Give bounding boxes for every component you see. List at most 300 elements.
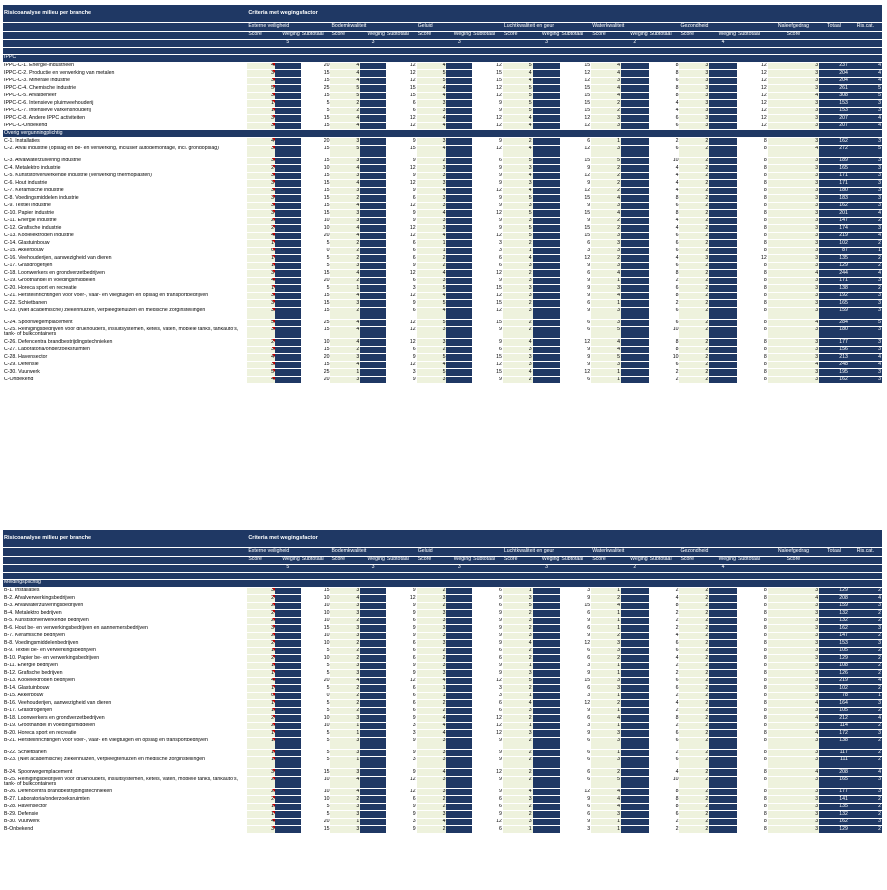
weight-cell [360,369,386,377]
compliance-cell: 3 [768,587,819,595]
branch-name: IPPC-C-Onbekend [3,122,247,130]
score-subheader: Score [417,556,447,564]
weight-cell [446,85,472,93]
branch-name: B-11. Energie bedrijven [3,662,247,670]
weight-cell [446,722,472,730]
score-cell: 3 [503,202,533,210]
subtotal-cell: 15 [472,354,503,362]
score-cell: 3 [591,811,621,819]
weight-cell [533,346,561,354]
weight-cell [533,826,561,834]
total-cell: 165 [819,165,849,173]
weight-cell [621,692,649,700]
branch-name: B-23. (Niet academische) ziekenhuizen, verpleegtehuizen en medische zorginstellingen [3,757,247,769]
score-cell: 2 [679,610,709,618]
weight-cell [621,195,649,203]
table-row [3,749,882,757]
weight-cell [360,327,386,339]
subtotal-cell: 6 [560,625,591,633]
score-cell: 1 [247,730,275,738]
subtotal-cell: 10 [301,788,331,796]
subtotal-cell: 8 [649,602,680,610]
weight-cell [709,172,737,180]
subtotal-cell: 12 [472,122,503,130]
score-cell: 2 [679,776,709,788]
total-cell: 135 [819,803,849,811]
branch-name: B-3. Afvalwaterzuiveringsbedrijven [3,602,247,610]
weight-cell [360,617,386,625]
weight-cell [360,625,386,633]
subtotal-cell: 8 [737,165,768,173]
branch-name: IPPC-C-4. Chemische industrie [3,85,247,93]
subtotal-cell: 10 [301,595,331,603]
weging-subheader: Weging [533,31,561,39]
subtotal-cell: 12 [560,369,591,377]
score-cell: 4 [503,700,533,708]
subtotal-cell: 10 [301,165,331,173]
weights-blank [679,39,709,47]
score-cell: 5 [503,157,533,165]
score-cell: 1 [591,707,621,715]
score-subheader: Score [247,31,275,39]
subtotal-cell: 9 [386,632,417,640]
weight-cell [533,803,561,811]
subtotal-cell: 8 [737,300,768,308]
weight-cell [360,662,386,670]
branch-name: C-8. Voedingsmiddelen industrie [3,195,247,203]
subtotal-cell: 3 [472,692,503,700]
subtotal-cell: 8 [737,587,768,595]
score-cell: 2 [679,157,709,165]
score-cell: 2 [503,803,533,811]
subtotal-cell: 9 [386,210,417,218]
weights-blank [472,564,503,572]
score-cell: 2 [330,240,360,248]
subtotal-cell: 12 [472,270,503,278]
subtotal-cell: 0 [301,692,331,700]
weights-blank [247,564,275,572]
weight-cell [621,165,649,173]
weight-cell [533,77,561,85]
compliance-cell: 3 [768,826,819,834]
score-cell: 5 [503,100,533,108]
score-subheader: Score [679,31,709,39]
riskcat-cell: 4 [849,232,882,240]
branch-name: C-7. Keramische industrie [3,187,247,195]
branch-name: B-24. Spoorwegemplacement [3,769,247,777]
weights-blank [768,39,819,47]
total-cell: 207 [819,115,849,123]
subtotal-cell: 15 [301,77,331,85]
weight-cell [621,157,649,165]
compliance-cell: 4 [768,361,819,369]
score-cell: 3 [417,180,447,188]
score-cell: 2 [417,803,447,811]
weights-blank [591,39,621,47]
weight-cell [621,138,649,146]
subtotal-cell: 4 [649,172,680,180]
subtotal-cell: 15 [301,172,331,180]
weight-cell [621,700,649,708]
total-cell: 204 [819,70,849,78]
score-cell: 5 [503,225,533,233]
subtotal-cell: 10 [301,776,331,788]
subtotal-cell: 9 [472,632,503,640]
subtotal-cell: 9 [472,617,503,625]
branch-name: B-6. Hout be- en verwerkingsbedrijven en aannemersbedrijven [3,625,247,633]
subtotal-cell: 6 [386,247,417,255]
subtotal-cell: 6 [560,647,591,655]
compliance-cell: 3 [768,749,819,757]
score-cell: 3 [330,715,360,723]
subtotal-cell: 8 [737,692,768,700]
weight-cell [533,70,561,78]
weight-cell [360,70,386,78]
criteria-blank [3,547,247,556]
subtotal-cell: 9 [560,617,591,625]
subtotal-cell: 6 [649,145,680,157]
weight-cell [275,180,301,188]
subtotal-cell: 15 [560,85,591,93]
weight-cell [533,210,561,218]
score-cell: 2 [679,277,709,285]
score-cell: 1 [591,818,621,826]
weight-cell [446,776,472,788]
compliance-cell: 3 [768,157,819,165]
total-cell: 165 [819,300,849,308]
total-cell: 162 [819,376,849,384]
weight-cell [446,610,472,618]
weight-cell [621,826,649,834]
weight-cell [360,292,386,300]
weight-cell [533,677,561,685]
score-cell: 3 [330,262,360,270]
weight-cell [275,195,301,203]
subtotal-cell: 15 [301,180,331,188]
weight-cell [533,157,561,165]
separator-row [3,47,882,54]
score-cell: 2 [417,587,447,595]
weight-cell [275,376,301,384]
compliance-cell: 3 [768,85,819,93]
weight-cell [275,319,301,327]
score-cell: 4 [417,361,447,369]
compliance-cell: 3 [768,247,819,255]
weight-cell [360,587,386,595]
subtotal-cell: 9 [560,292,591,300]
subtotal-cell: 6 [472,602,503,610]
subtotal-cell: 15 [301,307,331,319]
score-cell: 4 [503,369,533,377]
score-cell: 1 [417,685,447,693]
weight-cell [446,165,472,173]
total-cell: 171 [819,277,849,285]
score-cell: 2 [679,217,709,225]
total-cell: 171 [819,172,849,180]
weight-cell [533,818,561,826]
weight-cell [621,677,649,685]
score-cell: 2 [417,826,447,834]
score-cell: 2 [503,300,533,308]
subtotal-cell: 9 [560,361,591,369]
weight-cell [360,202,386,210]
subtotal-cell: 15 [301,187,331,195]
table-row [3,587,882,595]
subtotal-cell: 12 [472,361,503,369]
subtotal-cell: 5 [301,757,331,769]
subtotal-cell: 8 [649,270,680,278]
subtotal-cell: 5 [301,707,331,715]
score-cell: 5 [330,92,360,100]
compliance-cell: 3 [768,327,819,339]
weight-cell [709,319,737,327]
subtotal-cell: 15 [472,319,503,327]
score-cell: 2 [679,270,709,278]
riskcat-cell: 3 [849,346,882,354]
score-cell: 2 [503,757,533,769]
weights-blank [679,564,709,572]
weight-cell [533,62,561,70]
weight-cell [709,122,737,130]
weight-cell [709,77,737,85]
weight-cell [621,270,649,278]
weight-cell [709,195,737,203]
score-cell: 3 [679,92,709,100]
subtotaal-subheader: Subtotaal [301,31,331,39]
score-cell: 2 [591,655,621,663]
table-row [3,737,882,749]
branch-name: B-15. Akkerbouw [3,692,247,700]
weight-cell [533,796,561,804]
subtotal-cell: 15 [560,602,591,610]
subtotal-cell: 12 [472,62,503,70]
score-cell: 2 [330,247,360,255]
weight-cell [621,292,649,300]
subtotal-cell: 2 [649,826,680,834]
weight-cell [709,202,737,210]
table-row [3,92,882,100]
total-cell: 171 [819,180,849,188]
weight-cell [275,788,301,796]
score-cell: 3 [503,796,533,804]
weight-cell [446,662,472,670]
score-cell: 4 [591,602,621,610]
subtotal-cell: 2 [649,300,680,308]
subtotal-cell: 15 [301,92,331,100]
weight-cell [360,354,386,362]
score-cell: 1 [247,662,275,670]
total-cell: 204 [819,77,849,85]
score-cell: 3 [679,100,709,108]
score-cell: 4 [330,776,360,788]
subtotal-cell: 6 [649,685,680,693]
score-cell: 4 [330,165,360,173]
score-cell: 2 [679,700,709,708]
branch-name: C-2. Afval industrie (opslag en be- en verwerking, inclusief autodemontage, incl. grondopslag) [3,145,247,157]
subtotal-cell: 12 [560,172,591,180]
weights-blank [503,39,533,47]
subtotal-cell: 12 [386,319,417,327]
weight-cell [533,617,561,625]
subtotal-cell: 12 [472,232,503,240]
table-row [3,300,882,308]
branch-name: C-26. Defencentra brandbestrijdingstechnieken [3,339,247,347]
weight-cell [533,640,561,648]
compliance-cell: 3 [768,107,819,115]
subtotal-cell: 6 [560,715,591,723]
score-cell: 2 [679,354,709,362]
score-cell: 0 [247,247,275,255]
weight-cell [360,232,386,240]
weging-subheader: Weging [360,556,386,564]
subtotal-cell: 6 [560,138,591,146]
subtotal-cell: 10 [301,610,331,618]
weight-cell [621,776,649,788]
subtotal-cell: 6 [560,685,591,693]
subtotal-cell: 8 [649,292,680,300]
weight-cell [446,632,472,640]
score-cell: 3 [417,632,447,640]
table-row [3,77,882,85]
criterion-header: Bodemkwaliteit [330,22,416,31]
weight-cell [275,625,301,633]
score-cell: 4 [503,115,533,123]
subtotal-cell: 8 [737,610,768,618]
subtotal-cell: 9 [472,662,503,670]
subtotal-cell: 10 [301,632,331,640]
weight-cell [275,157,301,165]
score-cell: 4 [503,145,533,157]
subtotal-cell: 12 [386,776,417,788]
subtotal-cell: 8 [649,210,680,218]
subtotal-cell: 8 [737,145,768,157]
score-cell: 1 [247,685,275,693]
weight-cell [533,122,561,130]
score-cell: 2 [591,180,621,188]
subtotal-cell: 6 [386,655,417,663]
score-cell: 0 [247,692,275,700]
subtotal-cell: 15 [472,369,503,377]
score-cell: 3 [417,776,447,788]
table-row [3,195,882,203]
score-cell: 3 [247,361,275,369]
score-cell: 3 [417,165,447,173]
weight-cell [621,319,649,327]
total-cell: 244 [819,270,849,278]
weight-cell [360,707,386,715]
score-subheader: Score [679,556,709,564]
weight-cell [275,122,301,130]
table-row [3,715,882,723]
subtotal-cell: 10 [649,157,680,165]
subtotal-cell: 8 [649,339,680,347]
score-cell: 2 [417,655,447,663]
weight-cell [275,692,301,700]
compliance-cell: 3 [768,803,819,811]
score-cell: 3 [679,115,709,123]
subtotal-cell: 15 [472,77,503,85]
subtotal-cell: 3 [386,757,417,769]
branch-name: C-20. Horeca sport en recreatie [3,285,247,293]
weight-cell [709,369,737,377]
weight-factor: 3 [446,39,472,47]
score-cell: 2 [591,107,621,115]
weight-cell [709,788,737,796]
weight-cell [275,354,301,362]
weight-cell [275,361,301,369]
subtotal-cell: 15 [301,346,331,354]
weight-cell [275,277,301,285]
table-row [3,210,882,218]
score-cell: 4 [247,376,275,384]
subtotal-cell: 6 [472,700,503,708]
weight-cell [360,138,386,146]
compliance-cell: 3 [768,662,819,670]
weight-cell [275,796,301,804]
subtotal-cell: 9 [560,632,591,640]
subtotal-cell: 10 [301,640,331,648]
subtotal-cell: 12 [560,115,591,123]
weight-cell [446,715,472,723]
subtotal-cell: 9 [386,662,417,670]
weight-cell [360,100,386,108]
score-cell: 4 [330,202,360,210]
branch-name: IPPC-C-5. Afvalbeheer [3,92,247,100]
subtotal-cell: 15 [386,145,417,157]
subtotal-cell: 8 [737,376,768,384]
score-cell: 1 [247,240,275,248]
compliance-header: Naleefgedrag [768,547,819,556]
weight-cell [275,826,301,834]
weight-cell [446,707,472,715]
branch-name: B-13. Koolelektroden bedrijven [3,677,247,685]
subtotal-cell: 8 [737,811,768,819]
score-cell: 5 [503,677,533,685]
subtotal-cell: 15 [560,225,591,233]
compliance-cell: 3 [768,165,819,173]
score-cell: 1 [503,587,533,595]
weight-cell [621,376,649,384]
score-cell: 2 [679,826,709,834]
sub-blank [819,556,849,564]
weight-cell [621,610,649,618]
weight-cell [533,632,561,640]
score-cell: 3 [591,757,621,769]
separator-row [3,572,882,579]
subtotal-cell: 5 [301,737,331,749]
score-cell: 4 [417,187,447,195]
weight-cell [446,647,472,655]
compliance-cell: 3 [768,346,819,354]
branch-name: IPPC-C-8. Andere IPPC activiteiten [3,115,247,123]
score-cell: 3 [247,826,275,834]
total-cell: 237 [819,62,849,70]
criteria-title: Criteria met wegingsfactor [247,5,882,22]
score-cell: 4 [330,62,360,70]
total-cell: 174 [819,225,849,233]
weight-cell [533,292,561,300]
weights-blank [247,39,275,47]
subtotal-cell: 9 [560,217,591,225]
subtotal-cell: 8 [737,595,768,603]
weight-cell [533,107,561,115]
subtotaal-subheader: Subtotaal [472,31,503,39]
score-cell: 2 [503,685,533,693]
weight-cell [275,647,301,655]
riskcat-cell: 3 [849,339,882,347]
subtotal-cell: 5 [301,749,331,757]
score-cell: 3 [417,788,447,796]
